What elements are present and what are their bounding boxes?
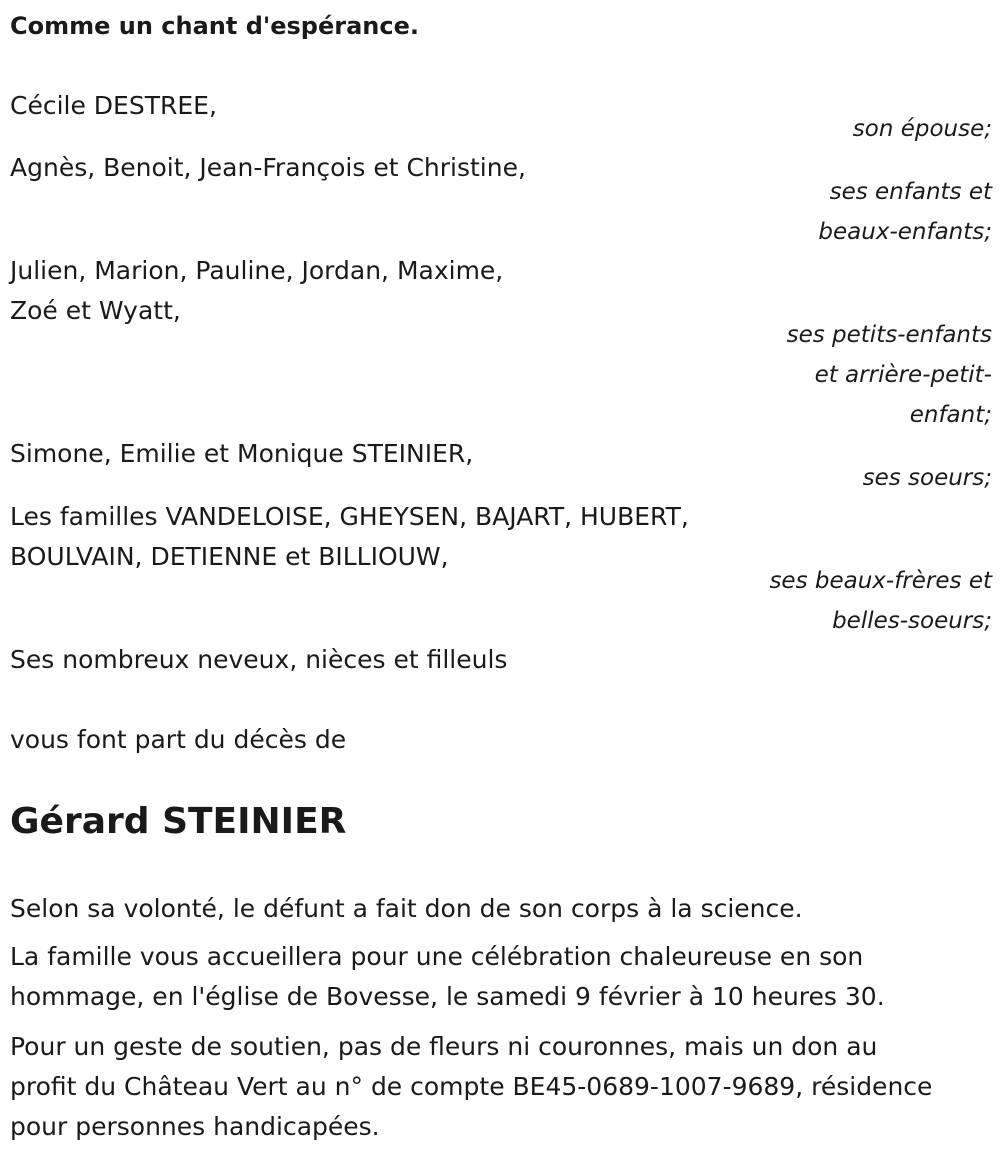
- paragraph-line: Selon sa volonté, le défunt a fait don de son corps à la science.: [10, 894, 803, 923]
- family-relation-line: ses enfants et: [829, 179, 992, 205]
- paragraph-line: hommage, en l'église de Bovesse, le samedi 9 février à 10 heures 30.: [10, 982, 885, 1011]
- deceased-name: Gérard STEINIER: [10, 801, 347, 842]
- family-relation-line: ses beaux-frères et: [769, 568, 992, 594]
- family-relation-line: enfant;: [909, 402, 992, 428]
- family-names-line: Agnès, Benoit, Jean-François et Christine,: [10, 153, 526, 182]
- family-names-line: BOULVAIN, DETIENNE et BILLIOUW,: [10, 542, 449, 571]
- paragraph-line: pour personnes handicapées.: [10, 1112, 380, 1141]
- announcement-text: vous font part du décès de: [10, 725, 347, 754]
- family-names-line: Les familles VANDELOISE, GHEYSEN, BAJART, HUBERT,: [10, 502, 689, 531]
- family-names-line: Zoé et Wyatt,: [10, 296, 181, 325]
- family-relation-line: belles-soeurs;: [832, 608, 992, 634]
- paragraph-line: Pour un geste de soutien, pas de fleurs ni couronnes, mais un don au: [10, 1032, 878, 1061]
- paragraph-line: profit du Château Vert au n° de compte BE45-0689-1007-9689, résidence: [10, 1072, 933, 1101]
- family-names-line: Simone, Emilie et Monique STEINIER,: [10, 439, 474, 468]
- family-relation-line: son épouse;: [852, 116, 992, 142]
- notice-heading: Comme un chant d'espérance.: [10, 12, 419, 40]
- family-relation-line: ses petits-enfants: [786, 322, 992, 348]
- family-relation-line: beaux-enfants;: [818, 219, 992, 245]
- paragraph-line: La famille vous accueillera pour une célébration chaleureuse en son: [10, 942, 864, 971]
- family-relation-line: et arrière-petit-: [814, 362, 992, 388]
- family-names-line: Cécile DESTREE,: [10, 91, 217, 120]
- family-names-line: Julien, Marion, Pauline, Jordan, Maxime,: [10, 256, 504, 285]
- family-relation-line: ses soeurs;: [862, 465, 992, 491]
- family-names-line: Ses nombreux neveux, nièces et filleuls: [10, 645, 508, 674]
